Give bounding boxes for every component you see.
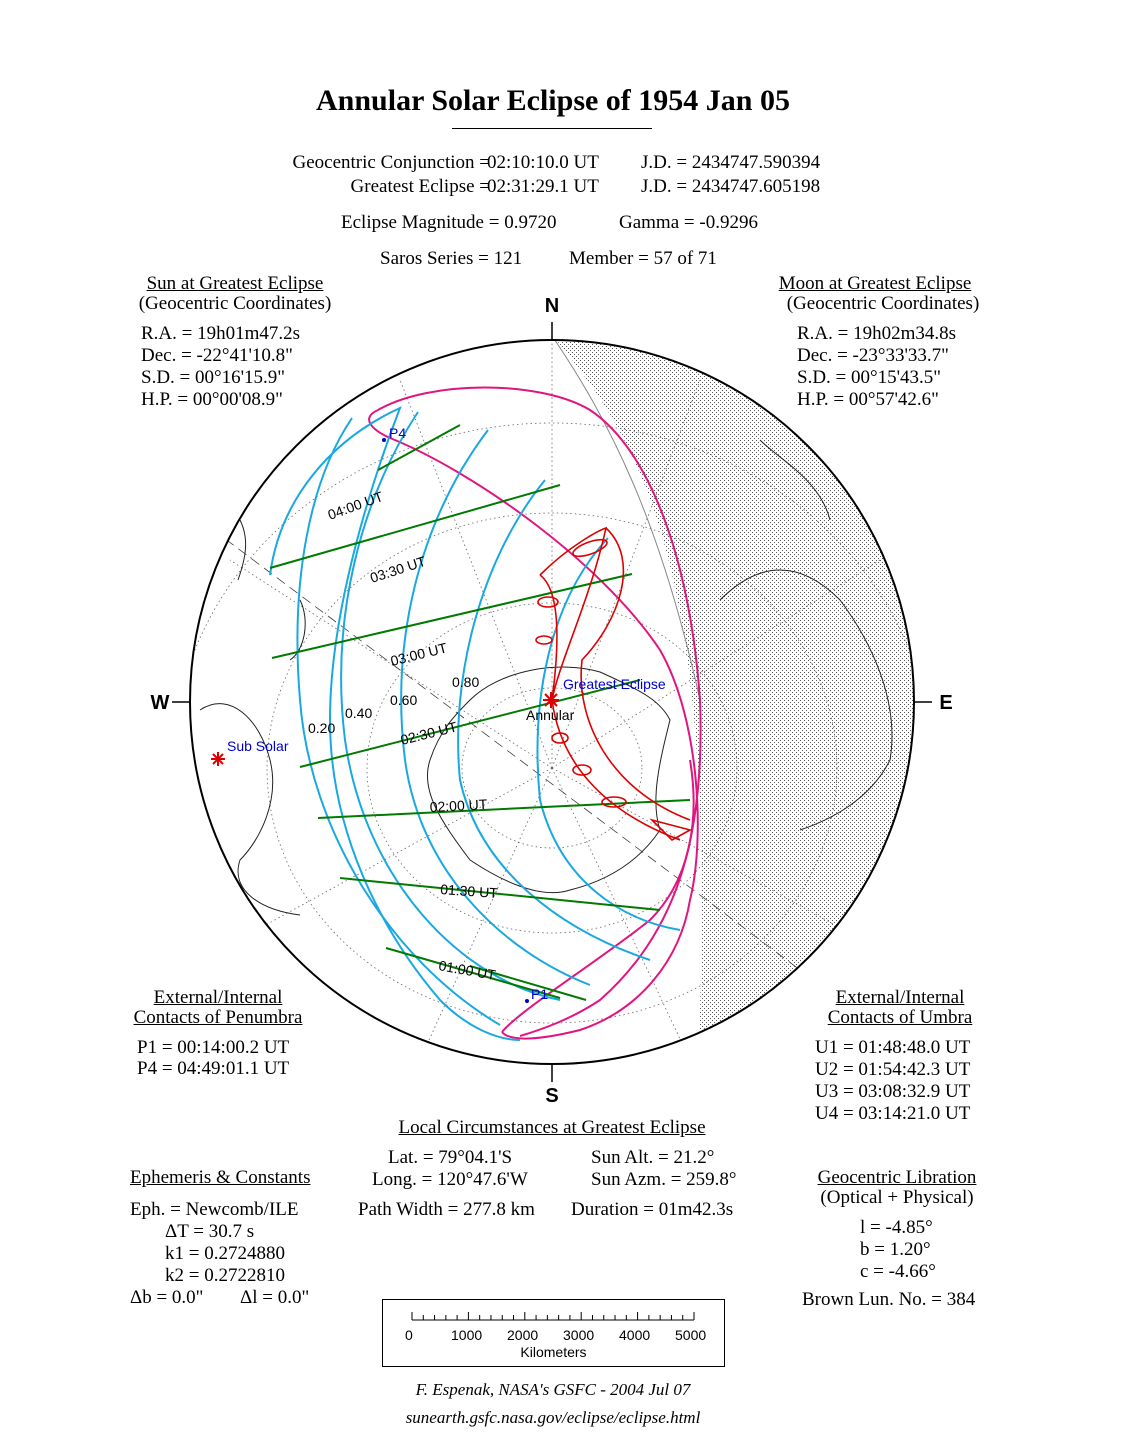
umbra-u4: U4 = 03:14:21.0 UT — [815, 1103, 971, 1124]
time-label: 03:00 UT — [388, 639, 449, 669]
credit-author: F. Espenak, NASA's GSFC - 2004 Jul 07 — [415, 1380, 691, 1399]
moon-sd: S.D. = 00°15'43.5" — [797, 367, 942, 388]
ephemeris-title: Ephemeris & Constants — [130, 1167, 311, 1188]
scale-tick-label: 5000 — [675, 1327, 707, 1343]
greatest-eclipse-jd: J.D. = 2434747.605198 — [641, 176, 821, 197]
time-label: 04:00 UT — [325, 488, 386, 523]
gamma: Gamma = -0.9296 — [619, 212, 758, 233]
p4-label: P4 — [389, 425, 407, 441]
greatest-eclipse-marker — [526, 676, 666, 723]
magnitude-label: 0.60 — [390, 692, 418, 708]
magnitude-label: 0.20 — [308, 720, 336, 736]
sub-solar-label: Sub Solar — [227, 738, 289, 754]
magnitude-label: 0.40 — [345, 705, 373, 721]
greatest-eclipse-label: Greatest Eclipse = — [350, 176, 490, 197]
credit-url: sunearth.gsfc.nasa.gov/eclipse/eclipse.html — [405, 1408, 701, 1427]
annular-label: Annular — [526, 707, 575, 723]
local-sun-alt: Sun Alt. = 21.2° — [591, 1147, 715, 1168]
saros-series: Saros Series = 121 — [380, 248, 523, 269]
scale-tick-label: 2000 — [507, 1327, 539, 1343]
libration-c: c = -4.66° — [860, 1261, 936, 1282]
scale-tick-label: 0 — [405, 1327, 413, 1343]
p4-dot — [382, 438, 386, 442]
eclipse-magnitude: Eclipse Magnitude = 0.9720 — [341, 212, 557, 233]
sun-subtitle: (Geocentric Coordinates) — [138, 293, 332, 314]
scale-unit: Kilometers — [520, 1344, 587, 1360]
p1-dot — [525, 999, 529, 1003]
conjunction-jd: J.D. = 2434747.590394 — [641, 152, 821, 173]
magnitude-label: 0.80 — [452, 674, 480, 690]
conjunction-time: 02:10:10.0 UT — [487, 152, 599, 173]
umbra-title-2: Contacts of Umbra — [827, 1007, 973, 1028]
greatest-eclipse-label: Greatest Eclipse — [563, 676, 666, 692]
time-label: 02:00 UT — [429, 796, 488, 815]
scale-tick-label: 3000 — [563, 1327, 595, 1343]
time-label: 02:30 UT — [398, 718, 459, 748]
local-sun-azm: Sun Azm. = 259.8° — [591, 1169, 737, 1190]
local-lat: Lat. = 79°04.1'S — [388, 1147, 513, 1168]
sun-ra: R.A. = 19h01m47.2s — [141, 323, 301, 344]
time-label: 03:30 UT — [367, 552, 428, 586]
night-shade — [548, 330, 1000, 1064]
penumbra-p1: P1 = 00:14:00.2 UT — [137, 1037, 290, 1058]
umbra-u1: U1 = 01:48:48.0 UT — [815, 1037, 971, 1058]
umbra-u2: U2 = 01:54:42.3 UT — [815, 1059, 971, 1080]
east-label: E — [939, 692, 953, 714]
ephemeris-k1: k1 = 0.2724880 — [165, 1243, 285, 1264]
time-label: 01:30 UT — [439, 881, 499, 902]
penumbra-p4: P4 = 04:49:01.1 UT — [137, 1058, 290, 1079]
south-label: S — [545, 1085, 559, 1107]
libration-title: Geocentric Libration — [817, 1167, 977, 1188]
libration-l: l = -4.85° — [860, 1217, 933, 1238]
time-label: 01:00 UT — [437, 957, 497, 983]
umbra-u3: U3 = 03:08:32.9 UT — [815, 1081, 971, 1102]
p1-label: P1 — [531, 986, 549, 1002]
local-path-width: Path Width = 277.8 km — [358, 1199, 535, 1220]
sun-sd: S.D. = 00°16'15.9" — [141, 367, 286, 388]
moon-ra: R.A. = 19h02m34.8s — [797, 323, 957, 344]
sun-dec: Dec. = -22°41'10.8" — [141, 345, 293, 366]
umbra-title-1: External/Internal — [835, 987, 965, 1008]
ephemeris-k2: k2 = 0.2722810 — [165, 1265, 285, 1286]
scale-tick-label: 1000 — [451, 1327, 483, 1343]
ephemeris-delta-b: Δb = 0.0" — [130, 1287, 204, 1308]
sub-solar-marker — [211, 738, 289, 766]
brown-lunation: Brown Lun. No. = 384 — [802, 1289, 976, 1310]
local-long: Long. = 120°47.6'W — [372, 1169, 528, 1190]
local-title: Local Circumstances at Greatest Eclipse — [398, 1117, 706, 1138]
scale-box — [382, 1299, 725, 1367]
saros-member: Member = 57 of 71 — [569, 248, 717, 269]
ephemeris-delta-t: ΔT = 30.7 s — [165, 1221, 255, 1242]
conjunction-label: Geocentric Conjunction = — [292, 152, 490, 173]
moon-subtitle: (Geocentric Coordinates) — [786, 293, 980, 314]
penumbra-title-2: Contacts of Penumbra — [133, 1007, 303, 1028]
scale-tick-label: 4000 — [619, 1327, 651, 1343]
libration-subtitle: (Optical + Physical) — [820, 1187, 974, 1208]
ephemeris-eph: Eph. = Newcomb/ILE — [130, 1199, 299, 1220]
penumbra-title-1: External/Internal — [153, 987, 283, 1008]
west-label: W — [150, 692, 170, 714]
moon-hp: H.P. = 00°57'42.6" — [797, 389, 939, 410]
north-label: N — [544, 295, 560, 317]
sun-hp: H.P. = 00°00'08.9" — [141, 389, 283, 410]
ephemeris-delta-l: Δl = 0.0" — [240, 1287, 310, 1308]
moon-dec: Dec. = -23°33'33.7" — [797, 345, 949, 366]
greatest-eclipse-time: 02:31:29.1 UT — [487, 176, 599, 197]
libration-b: b = 1.20° — [860, 1239, 931, 1260]
local-duration: Duration = 01m42.3s — [571, 1199, 734, 1220]
moon-title: Moon at Greatest Eclipse — [778, 273, 972, 294]
sun-title: Sun at Greatest Eclipse — [146, 273, 324, 294]
page-title: Annular Solar Eclipse of 1954 Jan 05 — [316, 84, 790, 117]
